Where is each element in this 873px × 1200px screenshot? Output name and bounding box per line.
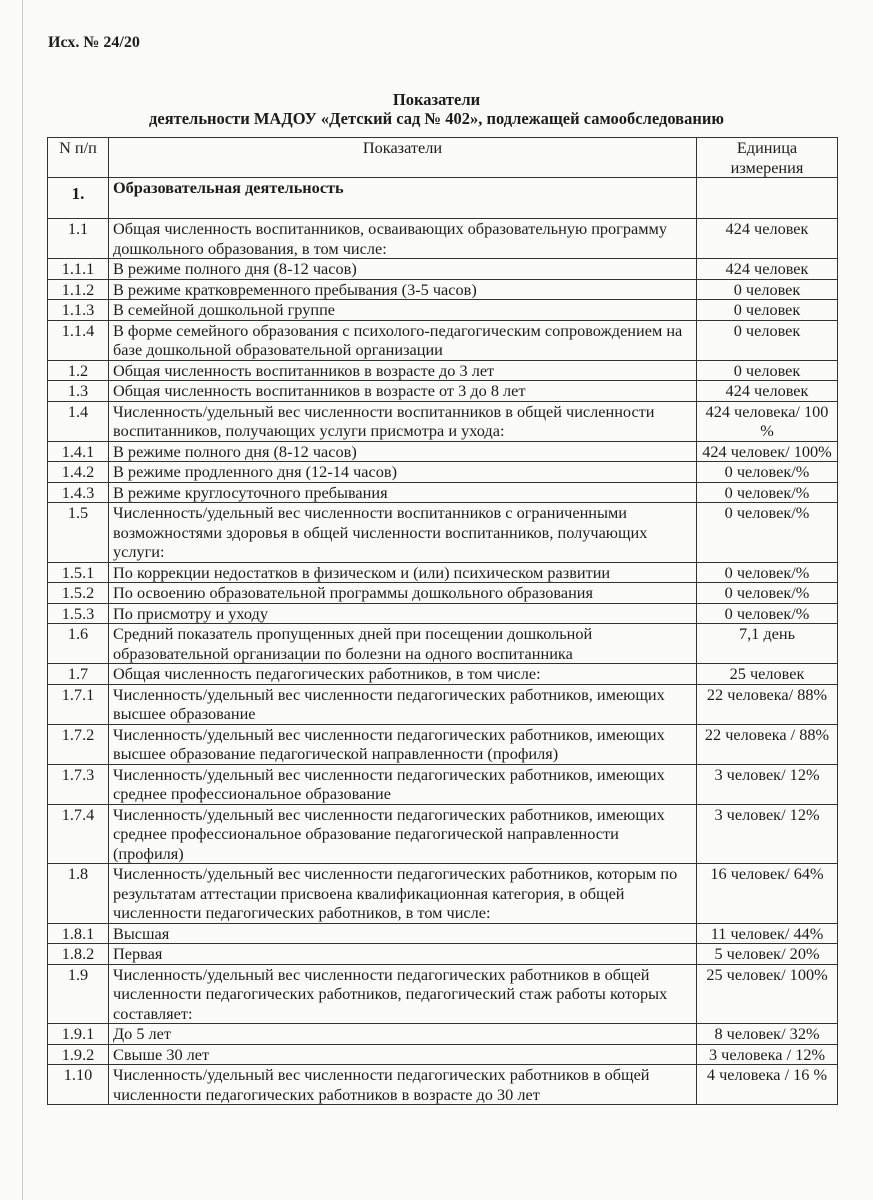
row-label: Средний показатель пропущенных дней при посещении дошкольной образовательной организации по болезни на одного воспитанника — [109, 624, 697, 664]
table-row — [48, 219, 838, 259]
row-num: 1.4.1 — [48, 441, 109, 462]
row-num: 1.2 — [48, 360, 109, 381]
row-num: 1.7.2 — [48, 724, 109, 764]
table-row — [48, 964, 838, 1024]
table-row — [48, 259, 838, 280]
row-label: Общая численность воспитанников в возрасте от 3 до 8 лет — [109, 381, 697, 402]
table-row — [48, 1024, 838, 1045]
row-num: 1.10 — [48, 1065, 109, 1105]
row-unit: 3 человек/ 12% — [697, 804, 838, 864]
row-label: Численность/удельный вес численности педагогических работников в общей численности педагогических работников, педагогический стаж работы которых составляет: — [109, 964, 697, 1024]
row-unit: 424 человека/ 100 % — [697, 401, 838, 441]
row-unit: 0 человек/% — [697, 583, 838, 604]
row-num: 1.4 — [48, 401, 109, 441]
outgoing-reference-number: Исх. № 24/20 — [48, 34, 140, 51]
row-num: 1.1 — [48, 219, 109, 259]
table-row — [48, 562, 838, 583]
row-label: Высшая — [109, 923, 697, 944]
row-num: 1.5.3 — [48, 603, 109, 624]
row-unit: 3 человек/ 12% — [697, 764, 838, 804]
row-unit: 424 человек/ 100% — [697, 441, 838, 462]
row-label: Первая — [109, 944, 697, 965]
row-num: 1.7 — [48, 664, 109, 685]
table-row — [48, 1065, 838, 1105]
row-num: 1.9.2 — [48, 1044, 109, 1065]
row-num: 1.5 — [48, 503, 109, 563]
table-row — [48, 583, 838, 604]
row-num: 1.7.3 — [48, 764, 109, 804]
row-num: 1.7.4 — [48, 804, 109, 864]
row-unit: 0 человек/% — [697, 603, 838, 624]
row-num: 1.6 — [48, 624, 109, 664]
table-row — [48, 624, 838, 664]
section-label: Образовательная деятельность — [109, 178, 697, 219]
row-label: В режиме кратковременного пребывания (3-5 часов) — [109, 279, 697, 300]
row-num: 1.3 — [48, 381, 109, 402]
document-subtitle: деятельности МАДОУ «Детский сад № 402», подлежащей самообследованию — [149, 109, 724, 128]
table-row — [48, 804, 838, 864]
table-row — [48, 923, 838, 944]
row-unit: 0 человек/% — [697, 562, 838, 583]
row-unit: 424 человек — [697, 259, 838, 280]
row-unit: 424 человек — [697, 381, 838, 402]
row-unit: 4 человека / 16 % — [697, 1065, 838, 1105]
table-row — [48, 764, 838, 804]
row-unit: 25 человек/ 100% — [697, 964, 838, 1024]
table-row — [48, 462, 838, 483]
row-num: 1.8.2 — [48, 944, 109, 965]
row-label: Численность/удельный вес численности педагогических работников, имеющих высшее образование педагогической направленности (профиля) — [109, 724, 697, 764]
row-label: Свыше 30 лет — [109, 1044, 697, 1065]
row-label: Численность/удельный вес численности воспитанников с ограниченными возможностями здоровья в общей численности воспитанников, получающих услуги: — [109, 503, 697, 563]
row-label: Численность/удельный вес численности педагогических работников, которым по результатам аттестации присвоена квалификационная категория, в общей численности педагогических работников, в том числе: — [109, 864, 697, 924]
row-unit: 3 человека / 12% — [697, 1044, 838, 1065]
row-label: В режиме полного дня (8-12 часов) — [109, 441, 697, 462]
table-row — [48, 724, 838, 764]
row-unit: 0 человек — [697, 320, 838, 360]
row-label: По присмотру и уходу — [109, 603, 697, 624]
row-label: До 5 лет — [109, 1024, 697, 1045]
table-row — [48, 320, 838, 360]
row-label: В семейной дошкольной группе — [109, 300, 697, 321]
table-row — [48, 664, 838, 685]
row-label: Общая численность воспитанников в возрасте до 3 лет — [109, 360, 697, 381]
row-unit: 0 человек/% — [697, 482, 838, 503]
section-row — [48, 178, 838, 219]
row-num: 1.1.1 — [48, 259, 109, 280]
section-unit — [697, 178, 838, 219]
table-row — [48, 603, 838, 624]
header-indicator: Показатели — [109, 138, 697, 178]
header-num: N п/п — [48, 138, 109, 178]
table-row — [48, 684, 838, 724]
table-row — [48, 864, 838, 924]
row-label: В режиме круглосуточного пребывания — [109, 482, 697, 503]
row-unit: 25 человек — [697, 664, 838, 685]
header-unit: Единица измерения — [697, 138, 838, 178]
row-unit: 22 человека / 88% — [697, 724, 838, 764]
row-num: 1.8.1 — [48, 923, 109, 944]
row-unit: 0 человек/% — [697, 462, 838, 483]
row-unit: 0 человек — [697, 360, 838, 381]
row-label: Численность/удельный вес численности педагогических работников, имеющих среднее профессиональное образование педагогической направленности (профиля) — [109, 804, 697, 864]
row-num: 1.7.1 — [48, 684, 109, 724]
row-label: В режиме полного дня (8-12 часов) — [109, 259, 697, 280]
row-unit: 0 человек/% — [697, 503, 838, 563]
row-label: По коррекции недостатков в физическом и (или) психическом развитии — [109, 562, 697, 583]
row-label: Численность/удельный вес численности педагогических работников, имеющих среднее профессиональное образование — [109, 764, 697, 804]
document-title: Показатели — [392, 90, 481, 109]
row-unit: 8 человек/ 32% — [697, 1024, 838, 1045]
row-label: Общая численность воспитанников, осваивающих образовательную программу дошкольного образования, в том числе: — [109, 219, 697, 259]
table-row — [48, 401, 838, 441]
indicators-table — [47, 137, 838, 1105]
table-row — [48, 360, 838, 381]
row-num: 1.1.3 — [48, 300, 109, 321]
table-row — [48, 503, 838, 563]
row-num: 1.9.1 — [48, 1024, 109, 1045]
row-label: Общая численность педагогических работников, в том числе: — [109, 664, 697, 685]
row-num: 1.5.1 — [48, 562, 109, 583]
row-unit: 16 человек/ 64% — [697, 864, 838, 924]
row-num: 1.8 — [48, 864, 109, 924]
section-num: 1. — [48, 178, 109, 219]
row-num: 1.1.4 — [48, 320, 109, 360]
row-label: Численность/удельный вес численности педагогических работников, имеющих высшее образование — [109, 684, 697, 724]
row-unit: 0 человек — [697, 300, 838, 321]
row-label: В форме семейного образования с психолого-педагогическим сопровождением на базе дошкольной образовательной организации — [109, 320, 697, 360]
table-row — [48, 381, 838, 402]
row-num: 1.4.3 — [48, 482, 109, 503]
row-label: По освоению образовательной программы дошкольного образования — [109, 583, 697, 604]
row-num: 1.1.2 — [48, 279, 109, 300]
row-label: Численность/удельный вес численности педагогических работников в общей численности педагогических работников в возрасте до 30 лет — [109, 1065, 697, 1105]
table-row — [48, 482, 838, 503]
table-row — [48, 944, 838, 965]
row-unit: 7,1 день — [697, 624, 838, 664]
row-unit: 0 человек — [697, 279, 838, 300]
row-unit: 11 человек/ 44% — [697, 923, 838, 944]
table-row — [48, 1044, 838, 1065]
row-num: 1.5.2 — [48, 583, 109, 604]
table-header-row — [48, 138, 838, 178]
table-row — [48, 279, 838, 300]
page-edge — [22, 0, 23, 1200]
row-num: 1.9 — [48, 964, 109, 1024]
row-unit: 5 человек/ 20% — [697, 944, 838, 965]
row-unit: 22 человека/ 88% — [697, 684, 838, 724]
row-num: 1.4.2 — [48, 462, 109, 483]
row-label: Численность/удельный вес численности воспитанников в общей численности воспитанников, получающих услуги присмотра и ухода: — [109, 401, 697, 441]
table-row — [48, 441, 838, 462]
row-unit: 424 человек — [697, 219, 838, 259]
table-row — [48, 300, 838, 321]
row-label: В режиме продленного дня (12-14 часов) — [109, 462, 697, 483]
